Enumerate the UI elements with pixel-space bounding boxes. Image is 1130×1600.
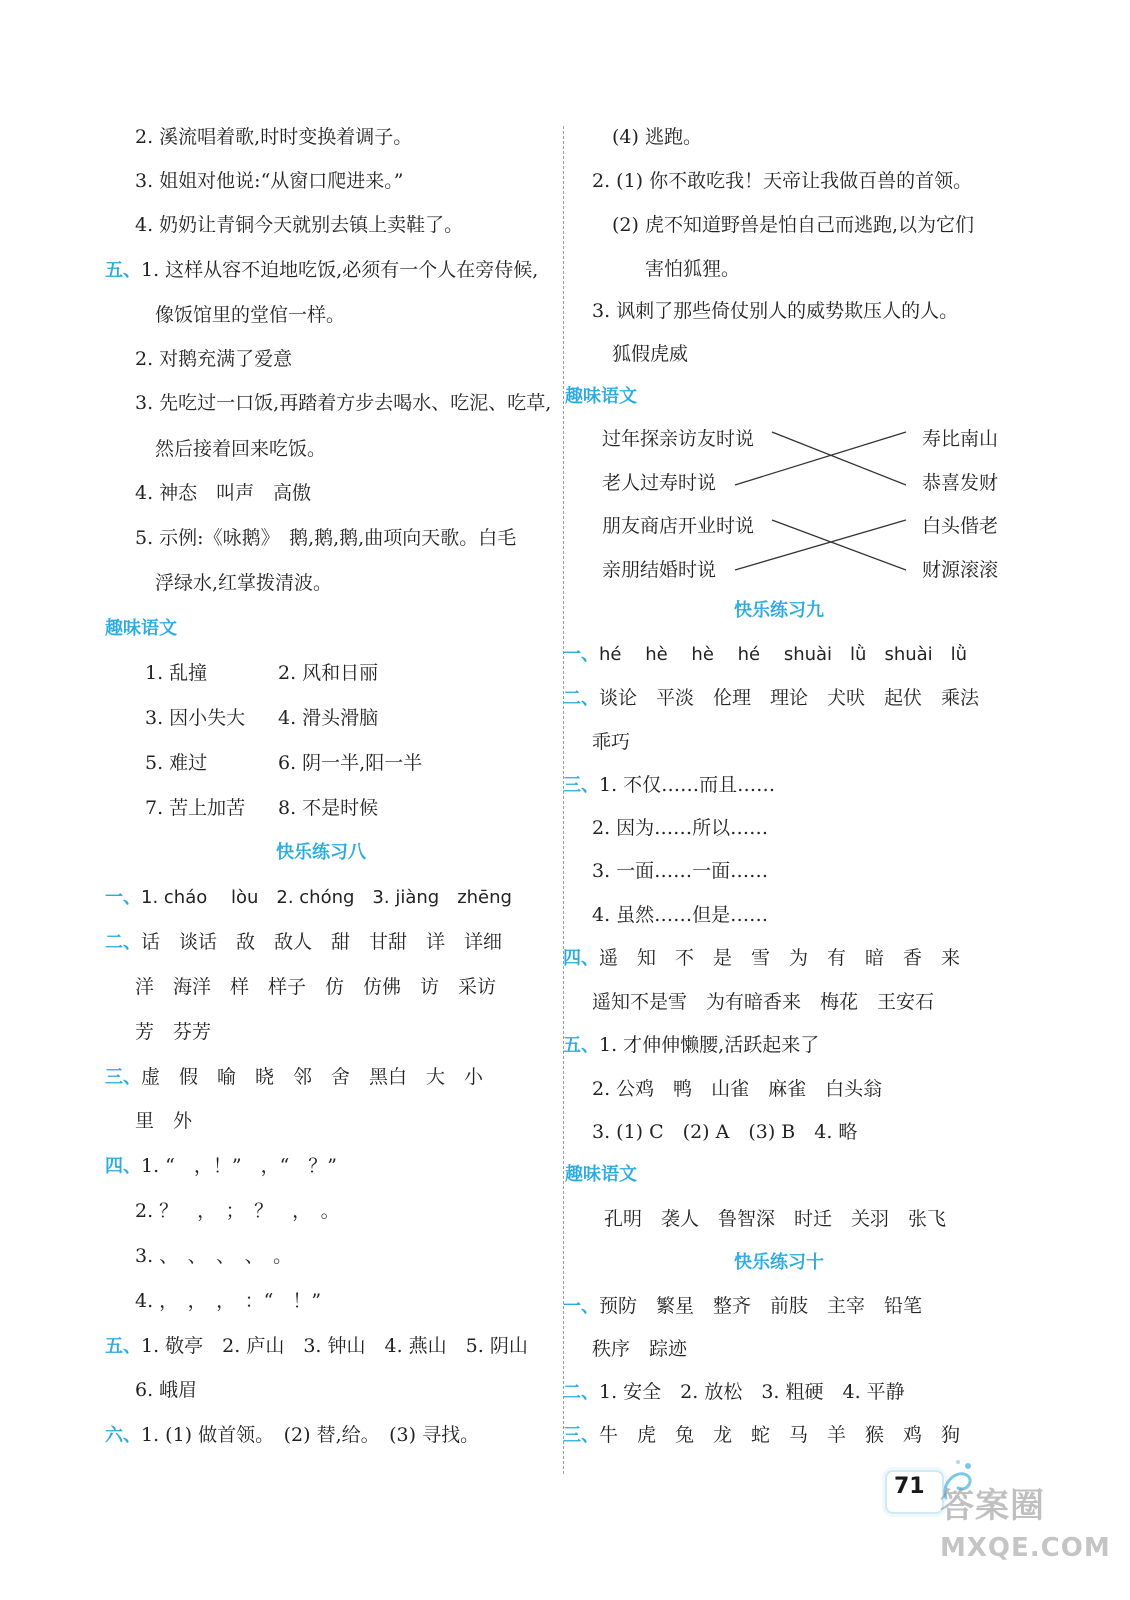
answer-line: 2. ？ ， ； ？ ， 。 [135,1200,340,1222]
fun-item: 1. 乱撞 [145,662,208,684]
answer-line: 2. (1) 你不敢吃我！天帝让我做百兽的首领。 [592,170,973,192]
answer-line: 3. 姐姐对他说:“从窗口爬进来。” [135,170,404,192]
fun-item: 7. 苦上加苦 [145,797,246,819]
pinyin-text: hé hè hè hé shuài lǜ shuài lǜ [599,644,968,665]
match-left-item: 朋友商店开业时说 [602,515,755,537]
answer-line: 4. 虽然……但是…… [592,904,769,926]
answer-text: 1. 这样从容不迫地吃饭,必须有一个人在旁侍候, [141,259,539,281]
answer-line: 孔明 袭人 鲁智深 时迁 关羽 张飞 [604,1208,947,1230]
answer-line: 4. ， ， ， ：“ ！” [135,1290,322,1312]
answer-line [563,641,967,668]
answer-line: 狐假虎威 [612,343,689,365]
match-right-item: 寿比南山 [922,428,999,450]
watermark-logo: 答案圈 [940,1486,1045,1526]
section-marker: 四、 [563,948,599,969]
match-line [735,432,906,485]
answer-text: 话 谈话 敌 敌人 甜 甘甜 详 详细 [141,931,503,953]
match-right-item: 财源滚滚 [922,559,999,581]
practice-title: 快乐练习十 [734,1252,824,1273]
section-marker: 二、 [105,932,141,953]
watermark-url: MXQE.COM [940,1533,1111,1563]
answer-line: 乖巧 [592,731,631,753]
section-heading-fun: 趣味语文 [565,1164,637,1185]
answer-line [563,1293,922,1320]
answer-line: (2) 虎不知道野兽是怕自己而逃跑,以为它们 [612,214,974,236]
answer-line [105,1333,528,1360]
section-marker: 四、 [105,1156,141,1177]
answer-line [105,1064,483,1091]
answer-line: 然后接着回来吃饭。 [155,438,327,460]
answer-line: 浮绿水,红掌拨清波。 [155,572,333,594]
fun-item: 3. 因小失大 [145,707,246,729]
section-marker: 二、 [563,1382,599,1403]
answer-line: 2. 对鹅充满了爱意 [135,348,293,370]
answer-line: 3. 讽刺了那些倚仗别人的威势欺压人的人。 [592,300,959,322]
section-marker: 五、 [563,1035,599,1056]
answer-line: 洋 海洋 样 样子 仿 仿佛 访 采访 [135,976,497,998]
answer-text: 牛 虎 兔 龙 蛇 马 羊 猴 鸡 狗 [599,1424,961,1446]
section-heading-fun: 趣味语文 [105,618,177,639]
match-left-item: 老人过寿时说 [602,472,717,494]
section-marker: 三、 [563,775,599,796]
match-line [735,520,906,570]
answer-text: 1. 安全 2. 放松 3. 粗硬 4. 平静 [599,1381,905,1403]
match-line [772,432,906,485]
answer-line [563,685,979,712]
answer-line [105,1153,337,1180]
answer-line: (4) 逃跑。 [612,126,702,148]
answer-text: 1. 敬亭 2. 庐山 3. 钟山 4. 燕山 5. 阴山 [141,1335,528,1357]
answer-line [563,945,960,972]
answer-text: 1. (1) 做首领。 (2) 替,给。 (3) 寻找。 [141,1424,480,1446]
answer-text: 遥 知 不 是 雪 为 有 暗 香 来 [599,947,961,969]
answer-line: 害怕狐狸。 [645,258,741,280]
answer-line: 3. 、 、 、 、 。 [135,1245,293,1267]
pinyin-text: 1. cháo lòu 2. chóng 3. jiàng zhēng [141,887,512,908]
matching-lines [0,0,1130,600]
match-line [772,520,906,570]
answer-line [105,929,502,956]
match-left-item: 亲朋结婚时说 [602,559,717,581]
answer-text: 1. 不仅……而且…… [599,774,776,796]
answer-line: 5. 示例:《咏鹅》 鹅,鹅,鹅,曲项向天歌。白毛 [135,527,517,549]
practice-title: 快乐练习八 [276,842,366,863]
answer-line: 3. 一面……一面…… [592,860,769,882]
answer-line: 3. 先吃过一口饭,再踏着方步去喝水、吃泥、吃草, [135,392,552,414]
match-right-item: 白头偕老 [922,515,999,537]
page-number: 71 [894,1474,925,1499]
answer-line: 遥知不是雪 为有暗香来 梅花 王安石 [592,991,935,1013]
answer-line [563,1379,905,1406]
section-marker: 一、 [563,1296,599,1317]
answer-line: 6. 峨眉 [135,1379,198,1401]
fun-item: 6. 阴一半,阳一半 [278,752,423,774]
section-marker: 一、 [105,887,141,908]
match-right-item: 恭喜发财 [922,472,999,494]
fun-item: 4. 滑头滑脑 [278,707,379,729]
match-left-item: 过年探亲访友时说 [602,428,755,450]
section-marker: 一、 [563,644,599,665]
answer-line: 2. 溪流唱着歌,时时变换着调子。 [135,126,413,148]
answer-line: 里 外 [135,1110,193,1132]
answer-text: 1. “ ，！” ，“ ？” [141,1155,338,1177]
answer-line: 4. 奶奶让青铜今天就别去镇上卖鞋了。 [135,214,464,236]
answer-line: 像饭馆里的堂倌一样。 [155,304,346,326]
answer-line [563,1032,819,1059]
fun-item: 2. 风和日丽 [278,662,379,684]
answer-line [105,884,512,911]
answer-text: 1. 才伸伸懒腰,活跃起来了 [599,1034,820,1056]
fun-item: 8. 不是时候 [278,797,379,819]
answer-text: 谈论 平淡 伦理 理论 犬吠 起伏 乘法 [599,687,980,709]
section-marker: 三、 [563,1425,599,1446]
section-marker: 五、 [105,1336,141,1357]
answer-line: 秩序 踪迹 [592,1338,688,1360]
section-marker: 五、 [105,260,141,281]
practice-title: 快乐练习九 [734,600,824,621]
answer-line: 芳 芬芳 [135,1021,212,1043]
answer-line: 2. 公鸡 鸭 山雀 麻雀 白头翁 [592,1078,883,1100]
answer-line: 2. 因为……所以…… [592,817,769,839]
fun-item: 5. 难过 [145,752,208,774]
answer-line: 4. 神态 叫声 高傲 [135,482,312,504]
answer-line [563,1422,960,1449]
section-marker: 六、 [105,1425,141,1446]
answer-line: 3. (1) C (2) A (3) B 4. 略 [592,1121,858,1143]
answer-text: 虚 假 喻 晓 邻 舍 黑白 大 小 [141,1066,484,1088]
answer-line [563,772,775,799]
section-marker: 三、 [105,1067,141,1088]
section-marker: 二、 [563,688,599,709]
answer-text: 预防 繁星 整齐 前肢 主宰 铅笔 [599,1295,923,1317]
answer-line [105,1422,479,1449]
section-heading-fun: 趣味语文 [565,386,637,407]
